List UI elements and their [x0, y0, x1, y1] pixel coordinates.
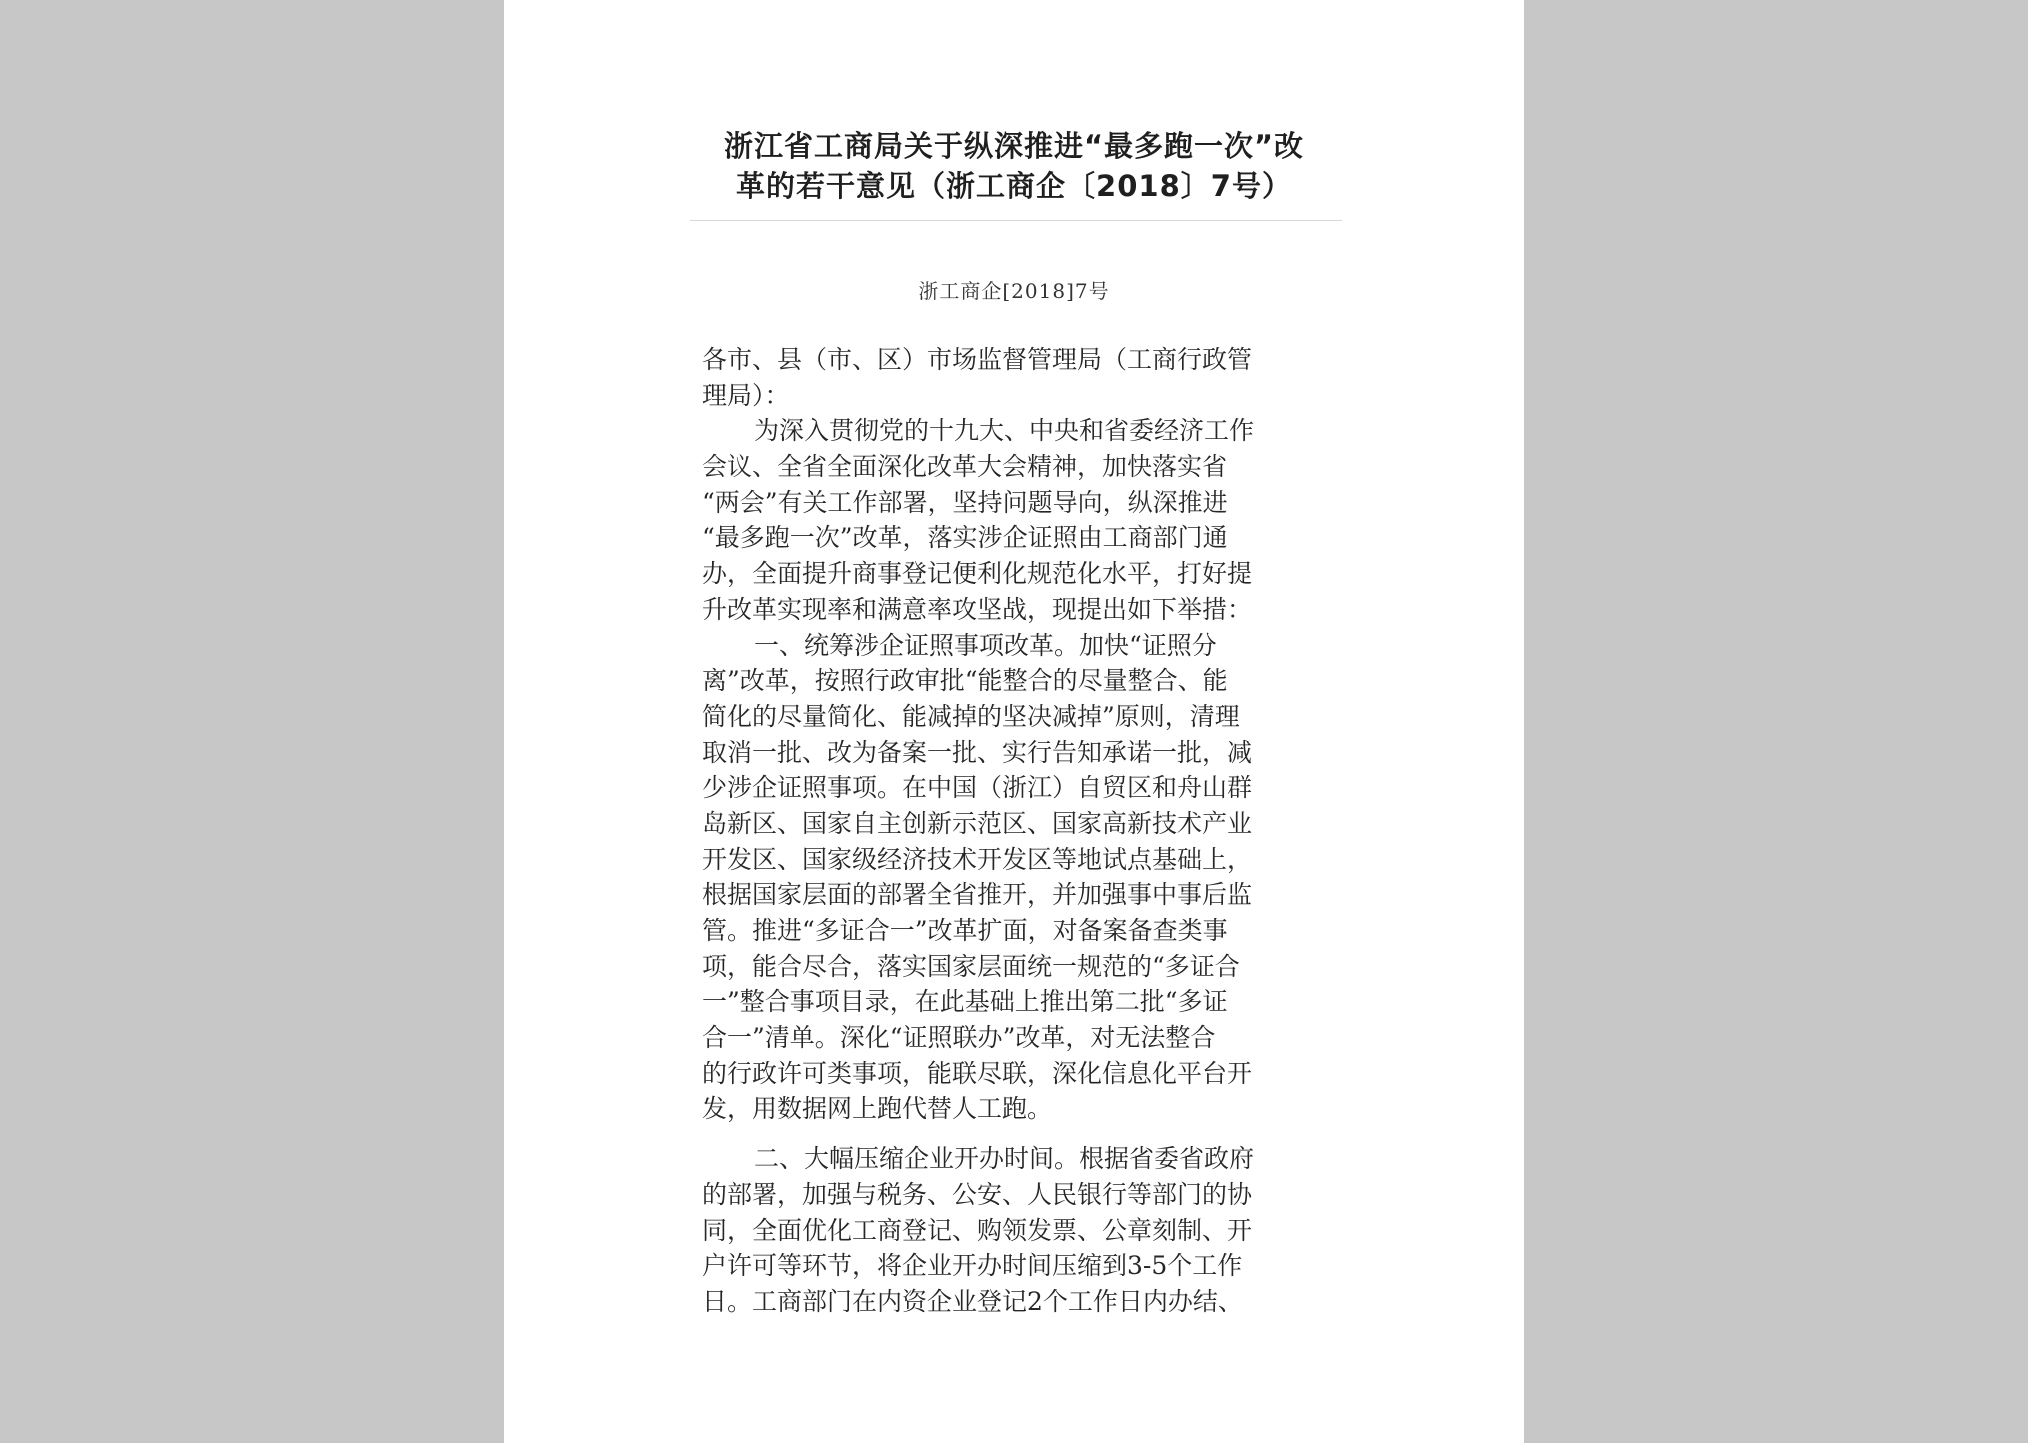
text-line: 发，用数据网上跑代替人工跑。: [702, 1094, 1053, 1124]
text-line: 户许可等环节，将企业开办时间压缩到3-5个工作: [702, 1251, 1243, 1281]
document-page: [504, 0, 1524, 1443]
text-line: 一”整合事项目录，在此基础上推出第二批“多证: [702, 987, 1228, 1017]
text-line: 同，全面优化工商登记、购领发票、公章刻制、开: [702, 1215, 1253, 1245]
document-body: [702, 342, 1322, 1320]
paragraph-section-1: [702, 628, 1322, 1128]
text-line: 各市、县（市、区）市场监督管理局（工商行政管: [702, 345, 1253, 374]
text-line: 理局）：: [702, 380, 790, 410]
title-line-1: 浙江省工商局关于纵深推进“最多跑一次”改: [723, 129, 1305, 163]
text-line: 会议、全省全面深化改革大会精神，加快落实省: [702, 452, 1228, 482]
text-line: 一、统筹涉企证照事项改革。加快“证照分: [754, 630, 1217, 660]
text-line: 的行政许可类事项，能联尽联，深化信息化平台开: [702, 1058, 1253, 1088]
text-line: 日。工商部门在内资企业登记2个工作日内办结、: [702, 1286, 1243, 1316]
text-line: 岛新区、国家自主创新示范区、国家高新技术产业: [702, 808, 1253, 838]
text-line: 的部署，加强与税务、公安、人民银行等部门的协: [702, 1179, 1253, 1209]
salutation: [702, 342, 1322, 413]
document-title: [504, 126, 1524, 206]
text-line: 离”改革，按照行政审批“能整合的尽量整合、能: [702, 666, 1228, 696]
title-line-2: 革的若干意见（浙工商企〔2018〕7号）: [736, 169, 1292, 203]
text-line: 开发区、国家级经济技术开发区等地试点基础上，: [702, 844, 1253, 874]
paragraph-section-2: [702, 1141, 1322, 1319]
text-line: 管。推进“多证合一”改革扩面，对备案备查类事: [702, 916, 1228, 945]
text-line: 合一”清单。深化“证照联办”改革，对无法整合: [702, 1023, 1216, 1053]
text-line: 二、大幅压缩企业开办时间。根据省委省政府: [754, 1144, 1255, 1174]
text-line: 办，全面提升商事登记便利化规范化水平，打好提: [702, 559, 1253, 589]
text-line: 少涉企证照事项。在中国（浙江）自贸区和舟山群: [702, 773, 1253, 803]
document-number: 浙工商企[2018]7号: [918, 279, 1110, 303]
text-line: 取消一批、改为备案一批、实行告知承诺一批，减: [702, 737, 1253, 767]
title-divider: [690, 220, 1342, 221]
text-line: 项，能合尽合，落实国家层面统一规范的“多证合: [702, 951, 1240, 981]
paragraph-intro: [702, 413, 1322, 627]
text-line: 升改革实现率和满意率攻坚战，现提出如下举措：: [702, 594, 1253, 624]
text-line: “两会”有关工作部署，坚持问题导向，纵深推进: [702, 487, 1228, 517]
text-line: “最多跑一次”改革，落实涉企证照由工商部门通: [702, 523, 1228, 553]
text-line: 为深入贯彻党的十九大、中央和省委经济工作: [754, 416, 1255, 446]
text-line: 根据国家层面的部署全省推开，并加强事中事后监: [702, 880, 1253, 910]
paragraph-gap: [702, 1127, 1322, 1141]
text-line: 简化的尽量简化、能减掉的坚决减掉”原则，清理: [702, 701, 1240, 731]
